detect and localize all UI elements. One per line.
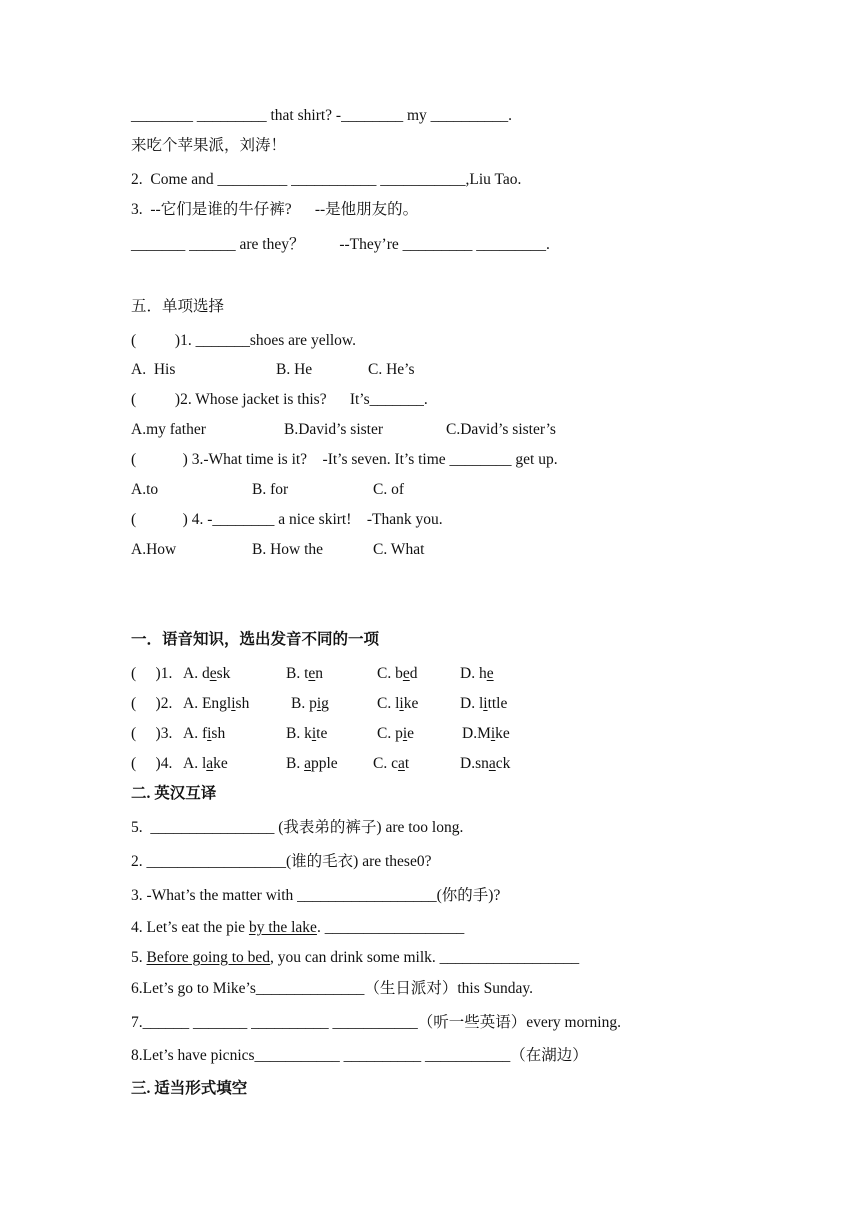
chinese-prompt: 来吃个苹果派，刘涛！ xyxy=(131,137,287,154)
option-d: D.Mike xyxy=(462,725,510,742)
translation-item: 2. __________________(谁的毛衣) are these0? xyxy=(131,853,432,870)
phonics-row-prefix: ( )1. xyxy=(131,665,177,682)
translation-item: 4. Let’s eat the pie by the lake. __________________ xyxy=(131,919,465,936)
option-a: A.How xyxy=(131,541,177,558)
option-a: A. His xyxy=(131,361,176,378)
section-heading: 二. 英汉互译 xyxy=(131,785,217,802)
option-a: A. English xyxy=(183,695,250,712)
fill-in-line: ________ _________ that shirt? -________ my __________. xyxy=(131,107,513,124)
question-4: ( ) 4. -________ a nice skirt! -Thank you. xyxy=(131,511,443,528)
question-1: ( )1. _______shoes are yellow. xyxy=(131,332,356,349)
option-c: C. of xyxy=(373,481,404,498)
translation-item: 8.Let’s have picnics___________ __________ ___________（在湖边） xyxy=(131,1047,588,1064)
option-b: B. apple xyxy=(286,755,338,772)
option-a: A. fish xyxy=(183,725,226,742)
option-a: A. lake xyxy=(183,755,228,772)
option-b: B. How the xyxy=(252,541,324,558)
option-d: D.snack xyxy=(460,755,511,772)
option-b: B. for xyxy=(252,481,289,498)
question-3: ( ) 3.-What time is it? -It’s seven. It’s time ________ get up. xyxy=(131,451,558,468)
translation-item: 7.______ _______ __________ ___________（听一些英语）every morning. xyxy=(131,1014,621,1031)
option-c: C. cat xyxy=(373,755,410,772)
option-c: C. He’s xyxy=(368,361,415,378)
option-b: B.David’s sister xyxy=(284,421,384,438)
option-b: B. kite xyxy=(286,725,328,742)
phonics-row-prefix: ( )4. xyxy=(131,755,177,772)
option-c: C. What xyxy=(373,541,425,558)
option-c: C.David’s sister’s xyxy=(446,421,556,438)
option-b: B. ten xyxy=(286,665,324,682)
phonics-row-prefix: ( )3. xyxy=(131,725,177,742)
option-a: A.my father xyxy=(131,421,206,438)
translation-item: 3. -What’s the matter with __________________(你的手)? xyxy=(131,887,501,904)
translation-item: 5. ________________ (我表弟的裤子) are too long. xyxy=(131,819,464,836)
option-a: A. desk xyxy=(183,665,231,682)
section-heading: 一．语音知识，选出发音不同的一项 xyxy=(131,631,380,648)
option-c: C. bed xyxy=(377,665,418,682)
option-a: A.to xyxy=(131,481,159,498)
translation-item: 6.Let’s go to Mike’s______________（生日派对）this Sunday. xyxy=(131,980,533,997)
chinese-prompt: 3. --它们是谁的牛仔裤? --是他朋友的。 xyxy=(131,201,419,218)
option-d: D. he xyxy=(460,665,494,682)
section-heading: 三. 适当形式填空 xyxy=(131,1080,248,1097)
option-c: C. like xyxy=(377,695,419,712)
option-b: B. He xyxy=(276,361,313,378)
option-c: C. pie xyxy=(377,725,415,742)
section-heading: 五．单项选择 xyxy=(131,298,225,315)
phonics-row-prefix: ( )2. xyxy=(131,695,177,712)
option-b: B. pig xyxy=(291,695,329,712)
fill-in-line: _______ ______ are they？ --They’re _________ _________. xyxy=(131,236,550,253)
translation-item: 5. Before going to bed, you can drink some milk. __________________ xyxy=(131,949,580,966)
fill-in-line: 2. Come and _________ ___________ ___________,Liu Tao. xyxy=(131,171,522,188)
question-2: ( )2. Whose jacket is this? It’s_______. xyxy=(131,391,428,408)
option-d: D. little xyxy=(460,695,508,712)
